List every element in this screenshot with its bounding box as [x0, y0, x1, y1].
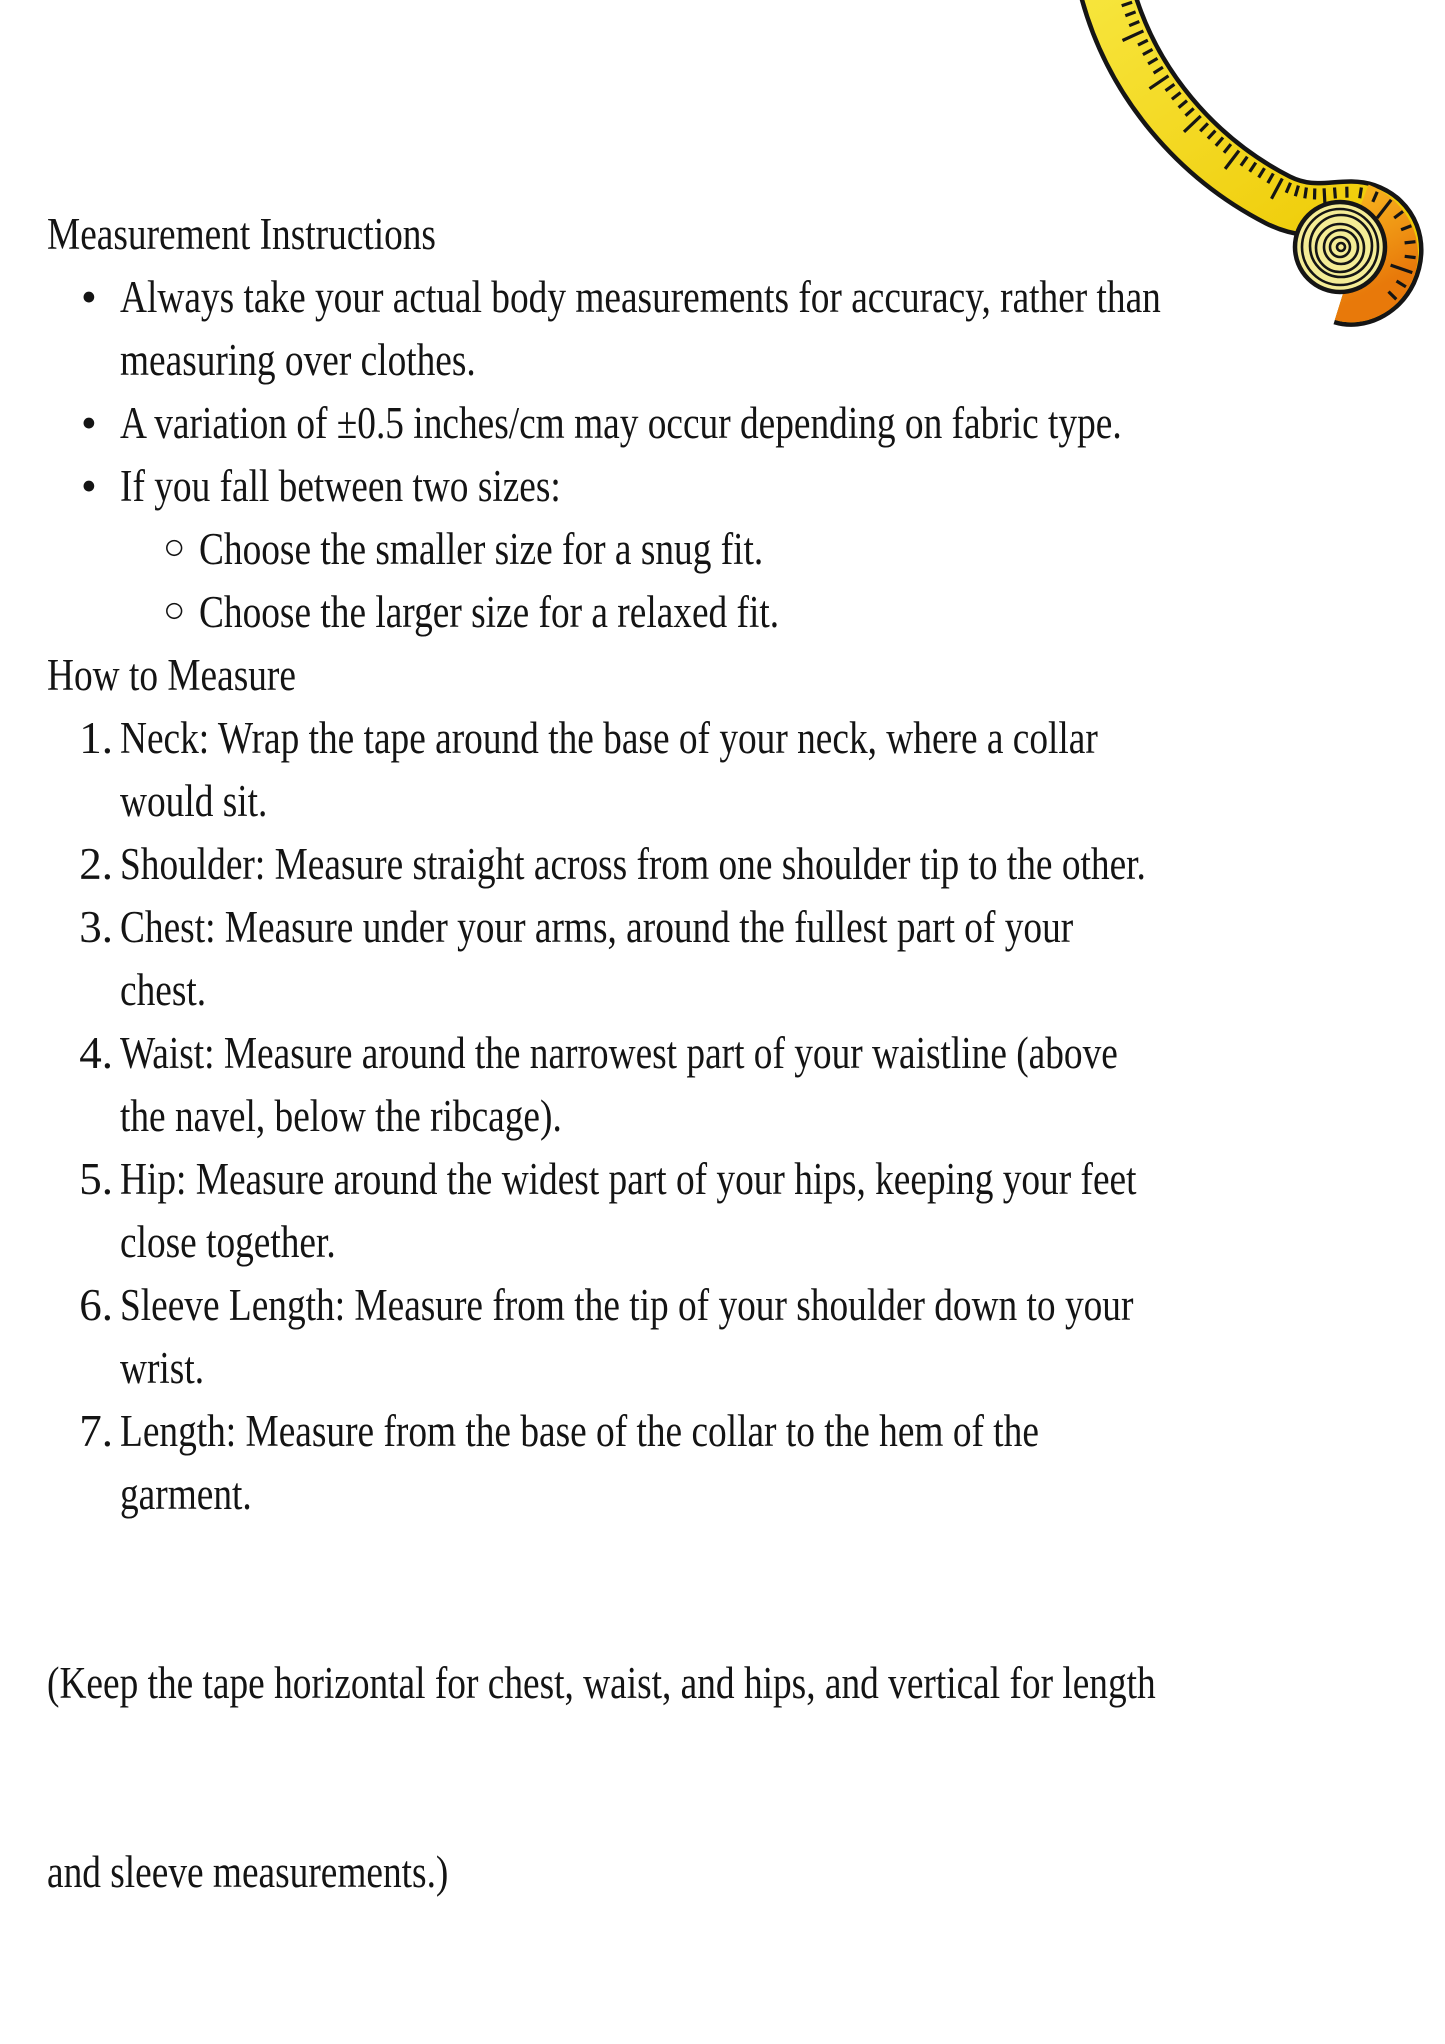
numbered-item: 6. Sleeve Length: Measure from the tip of your shoulder down to your wrist. [47, 1274, 1437, 1400]
numbered-item: 3. Chest: Measure under your arms, around the fullest part of your chest. [47, 896, 1437, 1022]
list-item: • Always take your actual body measurements for accuracy, rather than measuring over clothes. [47, 266, 1437, 392]
footnote: (Keep the tape horizontal for chest, waist, and hips, and vertical for length and sleeve measurements.) [47, 1658, 1156, 1897]
item-number: 3. [79, 902, 113, 952]
item-number: 1. [79, 713, 113, 763]
numbered-item: 2. Shoulder: Measure straight across from one shoulder tip to the other. [47, 833, 1437, 896]
sub-list-item: ○ Choose the smaller size for a snug fit. [47, 518, 1437, 581]
bullet-icon: • [81, 272, 97, 322]
section-title: How to Measure [47, 650, 296, 700]
numbered-item: 7. Length: Measure from the base of the collar to the hem of the garment. [47, 1400, 1437, 1526]
numbered-item: 4. Waist: Measure around the narrowest part of your waistline (above the navel, below the ribcage). [47, 1022, 1437, 1148]
numbered-item: 5. Hip: Measure around the widest part of your hips, keeping your feet close together. [47, 1148, 1437, 1274]
item-number: 6. [79, 1280, 113, 1330]
document-content [47, 203, 1437, 2030]
item-number: 5. [79, 1154, 113, 1204]
page-title: Measurement Instructions [47, 209, 436, 259]
list-item: • If you fall between two sizes: [47, 455, 1437, 518]
circle-bullet-icon: ○ [163, 590, 186, 631]
list-item: • A variation of ±0.5 inches/cm may occur depending on fabric type. [47, 392, 1437, 455]
numbered-item: 1. Neck: Wrap the tape around the base of your neck, where a collar would sit. [47, 707, 1437, 833]
bullet-icon: • [81, 398, 97, 448]
item-number: 4. [79, 1028, 113, 1078]
item-number: 2. [79, 839, 113, 889]
item-number: 7. [79, 1406, 113, 1456]
sub-list-item: ○ Choose the larger size for a relaxed fit. [47, 581, 1437, 644]
circle-bullet-icon: ○ [163, 527, 186, 568]
bullet-icon: • [81, 461, 97, 511]
